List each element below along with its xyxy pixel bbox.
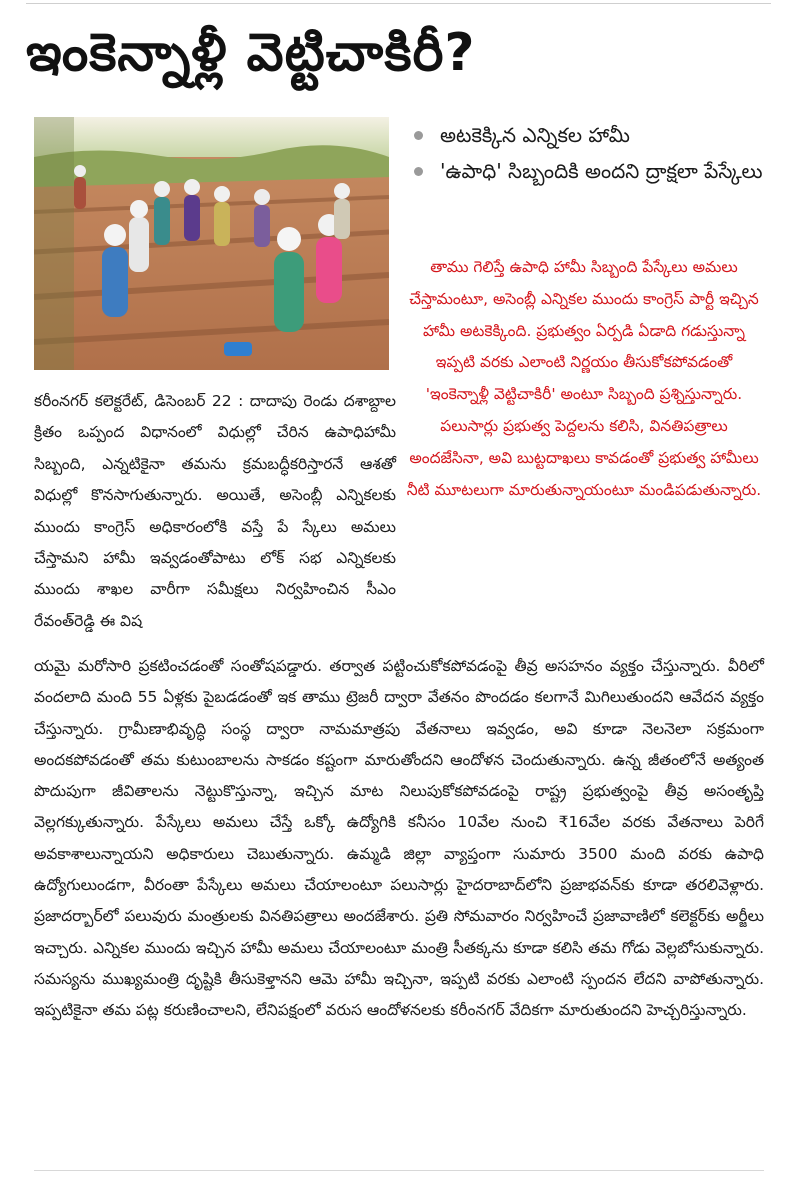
- bullet-text: అటకెక్కిన ఎన్నికల హామీ: [440, 123, 630, 147]
- news-photo: [34, 117, 389, 370]
- highlight-bullets: [406, 118, 776, 190]
- body-full-width: [34, 651, 764, 1027]
- body-full-text: యమై మరోసారి ప్రకటించడంతో సంతోషపడ్డారు. తర్వాత పట్టించుకోకపోవడంపై తీవ్ర అసహనం వ్యక్తం చేస్తున్నారు. వీరిలో వందలాది మంది 55 ఏళ్లకు పైబడడంతో ఇక తాము ట్రెజరీ ద్వారా వేతనం పొందడం కలగానే మిగిలుతుందని ఆవేదన వ్యక్తం చేస్తున్నారు. గ్రామీణాభివృద్ధి సంస్థ ద్వారా నామమాత్రపు వేతనాలు ఇవ్వడం, అవి కూడా నెలనెలా సక్రమంగా అందకపోవడంతో తమ కుటుంబాలను సాకడం కష్టంగా మారుతోందని ఆందోళన చెందుతున్నారు. ఉన్న జీతంలోనే అత్యంత పొదుపుగా జీవితాలను నెట్టుకొస్తున్నా, ఇచ్చిన మాట నిలుపుకోకపోవడంపై రాష్ట్ర ప్రభుత్వంపై తీవ్ర అసంతృప్తి వెల్లగక్కుతున్నారు. పేస్కేలు అమలు చేస్తే ఒక్కో ఉద్యోగికి కనీసం 10వేల నుంచి ₹16వేల వరకు వేతనాలు పెరిగే అవకాశాలున్నాయని అధికారులు చెబుతున్నారు. ఉమ్మడి జిల్లా వ్యాప్తంగా సుమారు 3500 మంది వరకు ఉపాధి ఉద్యోగులుండగా, వీరంతా పేస్కేలు అమలు చేయాలంటూ పలుసార్లు హైదరాబాద్‌లోని ప్రజాభవన్‌కు కూడా తరలివెళ్లారు. ప్రజాదర్బార్‌లో పలువురు మంత్రులకు వినతిపత్రాలు అందజేశారు. ప్రతి సోమవారం నిర్వహించే ప్రజావాణిలో కలెక్టర్‌కు అర్జీలు ఇచ్చారు. ఎన్నికల ముందు ఇచ్చిన హామీ అమలు చేయాలంటూ మంత్రి సీతక్కను కూడా కలిసి తమ గోడు వెల్లబోసుకున్నారు. సమస్యను ముఖ్యమంత్రి దృష్టికి తీసుకెళ్తానని ఆమె హామీ ఇచ్చినా, ఇప్పటి వరకు ఎలాంటి స్పందన లేదని వాపోతున్నారు. ఇప్పటికైనా తమ పట్ల కరుణించాలని, లేనిపక్షంలో వరుస ఆందోళనలకు కరీంనగర్ వేదికగా మారుతుందని హెచ్చరిస్తున్నారు.: [34, 657, 764, 1020]
- red-summary-box: [405, 252, 763, 644]
- headline: ఇంకెన్నాళ్లీ వెట్టిచాకిరీ?: [26, 23, 476, 83]
- bottom-rule: [34, 1170, 764, 1171]
- bullet-dot-icon: [414, 167, 423, 176]
- bullet-item: [406, 154, 776, 188]
- top-rule: [26, 3, 771, 4]
- red-summary-text: తాము గెలిస్తే ఉపాధి హామీ సిబ్బంది పేస్కేలు అమలు చేస్తామంటూ, అసెంబ్లీ ఎన్నికల ముందు కాంగ్రెస్ పార్టీ ఇచ్చిన హామీ అటకెక్కింది. ప్రభుత్వం ఏర్పడి ఏడాది గడుస్తున్నా ఇప్పటి వరకు ఎలాంటి నిర్ణయం తీసుకోకపోవడంతో 'ఇంకెన్నాళ్లీ వెట్టిచాకిరీ' అంటూ సిబ్బంది ప్రశ్నిస్తున్నారు. పలుసార్లు ప్రభుత్వ పెద్దలను కలిసి, వినతిపత్రాలు అందజేసినా, అవి బుట్టదాఖలు కావడంతో ప్రభుత్వ హామీలు నీటి మూటలుగా మారుతున్నాయంటూ మండిపడుతున్నారు.: [406, 258, 762, 499]
- body-left-text: కరీంనగర్ కలెక్టరేట్, డిసెంబర్ 22 : దాదాపు రెండు దశాబ్దాల క్రితం ఒప్పంద విధానంలో విధుల్లో చేరిన ఉపాధిహామీ సిబ్బంది, ఎన్నటికైనా తమను క్రమబద్ధీకరిస్తారనే ఆశతో విధుల్లో కొనసాగుతున్నారు. అయితే, అసెంబ్లీ ఎన్నికలకు ముందు కాంగ్రెస్ అధికారంలోకి వస్తే పే స్కేలు అమలు చేస్తామని హామీ ఇవ్వడంతోపాటు లోక్ సభ ఎన్నికలకు ముందు శాఖల వారీగా సమీక్షలు నిర్వహించిన సీఎం రేవంత్‌రెడ్డి ఈ విష: [34, 392, 396, 630]
- photo-workers-icon: [34, 117, 389, 370]
- bullet-item: [406, 118, 776, 152]
- bullet-text: 'ఉపాధి' సిబ్బందికి అందని ద్రాక్షలా పేస్కేలు: [440, 159, 763, 183]
- bullet-dot-icon: [414, 131, 423, 140]
- body-left-column: [34, 386, 396, 637]
